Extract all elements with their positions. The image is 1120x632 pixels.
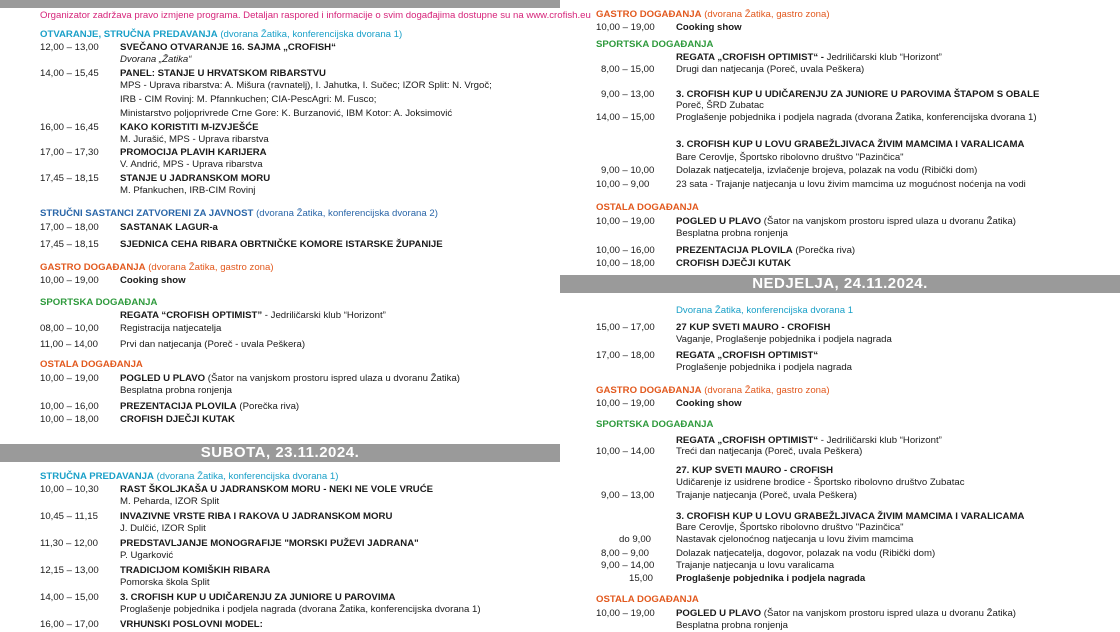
event-title: RAST ŠKOLJKAŠA U JADRANSKOM MORU - NEKI NE VOLE VRUĆE bbox=[120, 484, 434, 495]
section-lectures: STRUČNA PREDAVANJA (dvorana Žatika, konferencijska dvorana 1) bbox=[40, 471, 339, 482]
event-title: INVAZIVNE VRSTE RIBA I RAKOVA U JADRANSKOM MORU bbox=[120, 511, 393, 522]
event-time: 17,00 – 18,00 bbox=[596, 350, 655, 361]
event-time: 10,00 – 18,00 bbox=[40, 414, 99, 425]
event-time: 08,00 – 10,00 bbox=[40, 323, 99, 334]
event-time: 10,00 – 10,30 bbox=[40, 484, 99, 495]
section-closed-meetings: STRUČNI SASTANCI ZATVORENI ZA JAVNOST (dvorana Žatika, konferencijska dvorana 2) bbox=[40, 208, 438, 219]
event-time: 12,00 – 13,00 bbox=[40, 42, 99, 53]
event-sub: MPS - Uprava ribarstva: A. Mišura (ravnatelj), I. Jahutka, I. Sučec; IZOR Split: N. Vrgoč; bbox=[120, 80, 492, 91]
event-title: VRHUNSKI POSLOVNI MODEL: bbox=[120, 619, 263, 630]
event-time: 9,00 – 13,00 bbox=[601, 490, 655, 501]
event-title: 27. KUP SVETI MAURO - CROFISH bbox=[676, 465, 834, 476]
event-sub: Udičarenje iz usidrene brodice - Športsko ribolovno društvo Zubatac bbox=[676, 477, 965, 488]
event-title: 3. CROFISH KUP U UDIČARENJU ZA JUNIORE U PAROVIMA ŠTAPOM S OBALE bbox=[676, 89, 1040, 100]
section-sports: SPORTSKA DOGAĐANJA bbox=[596, 419, 714, 430]
event-title: Prvi dan natjecanja (Poreč - uvala Peškera) bbox=[120, 339, 306, 350]
event-title: PANEL: STANJE U HRVATSKOM RIBARSTVU bbox=[120, 68, 326, 79]
event-time: 10,00 – 18,00 bbox=[596, 258, 655, 269]
event-time: 10,00 – 16,00 bbox=[596, 245, 655, 256]
event-time: 9,00 – 10,00 bbox=[601, 165, 655, 176]
section-lectures-opening: OTVARANJE, STRUČNA PREDAVANJA (dvorana Žatika, konferencijska dvorana 1) bbox=[40, 29, 403, 40]
event-time: do 9,00 bbox=[619, 534, 652, 545]
event-sub: Besplatna probna ronjenja bbox=[676, 228, 789, 239]
event-time: 10,00 – 19,00 bbox=[596, 216, 655, 227]
event-title: 3. CROFISH KUP U LOVU GRABEŽLJIVACA ŽIVIM MAMCIMA I VARALICAMA bbox=[676, 511, 1025, 522]
event-time: 10,45 – 11,15 bbox=[40, 511, 98, 522]
event-title: PREZENTACIJA PLOVILA (Porečka riva) bbox=[676, 245, 856, 256]
event-title: Cooking show bbox=[676, 398, 742, 409]
event-sub: Trajanje natjecanja (Poreč, uvala Peškera) bbox=[676, 490, 857, 501]
event-time: 14,00 – 15,45 bbox=[40, 68, 99, 79]
event-time: 10,00 – 19,00 bbox=[596, 22, 655, 33]
event-time: 16,00 – 16,45 bbox=[40, 122, 99, 133]
event-sub: Pomorska škola Split bbox=[120, 577, 210, 588]
event-sub: Dvorana „Žatika“ bbox=[120, 54, 192, 65]
event-title: 23 sata - Trajanje natjecanja u lovu živim mamcima uz mogućnost noćenja na vodi bbox=[676, 179, 1026, 190]
event-time: 11,30 – 12,00 bbox=[40, 538, 98, 549]
event-time: 10,00 – 19,00 bbox=[40, 373, 99, 384]
venue-label: Dvorana Žatika, konferencijska dvorana 1 bbox=[676, 305, 854, 316]
event-time: 17,00 – 18,00 bbox=[40, 222, 99, 233]
section-sports: SPORTSKA DOGAĐANJA bbox=[40, 297, 158, 308]
section-gastro: GASTRO DOGAĐANJA (dvorana Žatika, gastro zona) bbox=[596, 9, 830, 20]
event-time: 17,00 – 17,30 bbox=[40, 147, 99, 158]
section-gastro: GASTRO DOGAĐANJA (dvorana Žatika, gastro zona) bbox=[596, 385, 830, 396]
section-other: OSTALA DOGAĐANJA bbox=[596, 202, 699, 213]
event-title: POGLED U PLAVO (Šator na vanjskom prostoru ispred ulaza u dvoranu Žatika) bbox=[676, 216, 1016, 227]
event-title: Cooking show bbox=[676, 22, 742, 33]
event-title: Dolazak natjecatelja, dogovor, polazak na vodu (Ribički dom) bbox=[676, 548, 936, 559]
event-title: REGATA „CROFISH OPTIMIST“ - Jedriličarski klub “Horizont” bbox=[676, 435, 942, 446]
event-title: REGATA „CROFISH OPTIMIST“ - Jedriličarski klub “Horizont” bbox=[676, 52, 942, 63]
event-time: 10,00 – 16,00 bbox=[40, 401, 99, 412]
event-time: 10,00 – 9,00 bbox=[596, 179, 650, 190]
event-sub: Drugi dan natjecanja (Poreč, uvala Peškera) bbox=[676, 64, 865, 75]
program-notice: Organizator zadržava pravo izmjene programa. Detaljan raspored i informacije o svim događajima dostupne su na www.crofish.eu bbox=[40, 10, 591, 21]
event-sub: V. Andrić, MPS - Uprava ribarstva bbox=[120, 159, 263, 170]
event-title: Trajanje natjecanja u lovu varalicama bbox=[676, 560, 835, 571]
friday-header-band bbox=[0, 0, 560, 8]
event-title: SVEČANO OTVARANJE 16. SAJMA „CROFISH“ bbox=[120, 42, 336, 53]
event-title: POGLED U PLAVO (Šator na vanjskom prostoru ispred ulaza u dvoranu Žatika) bbox=[120, 373, 460, 384]
event-sub: Vaganje, Proglašenje pobjednika i podjela nagrada bbox=[676, 334, 892, 345]
event-title: REGATA „CROFISH OPTIMIST“ bbox=[676, 350, 819, 361]
event-title: Proglašenje pobjednika i podjela nagrada (dvorana Žatika, konferencijska dvorana 1) bbox=[676, 112, 1037, 123]
event-title: POGLED U PLAVO (Šator na vanjskom prostoru ispred ulaza u dvoranu Žatika) bbox=[676, 608, 1016, 619]
event-sub: IRB - CIM Rovinj: M. Pfannkuchen; CIA-PescAgri: M. Fusco; bbox=[120, 94, 377, 105]
event-sub: Besplatna probna ronjenja bbox=[676, 620, 789, 631]
event-title: KAKO KORISTITI M-IZVJEŠĆE bbox=[120, 122, 259, 133]
event-sub: Besplatna probna ronjenja bbox=[120, 385, 233, 396]
event-sub: Treći dan natjecanja (Poreč, uvala Peškera) bbox=[676, 446, 863, 457]
event-time: 9,00 – 13,00 bbox=[601, 89, 655, 100]
event-sub: Bare Cerovlje, Športsko ribolovno društvo "Pazinčica" bbox=[676, 522, 904, 533]
event-sub: M. Pfankuchen, IRB-CIM Rovinj bbox=[120, 185, 256, 196]
event-time: 8,00 – 9,00 bbox=[601, 548, 650, 559]
event-time: 14,00 – 15,00 bbox=[596, 112, 655, 123]
event-title: 27 KUP SVETI MAURO - CROFISH bbox=[676, 322, 831, 333]
event-time: 15,00 bbox=[629, 573, 654, 584]
section-other: OSTALA DOGAĐANJA bbox=[40, 359, 143, 370]
event-sub: J. Dulčić, IZOR Split bbox=[120, 523, 206, 534]
saturday-header: SUBOTA, 23.11.2024. bbox=[0, 444, 560, 462]
event-title: REGATA “CROFISH OPTIMIST” - Jedriličarski klub “Horizont” bbox=[120, 310, 386, 321]
event-title: Proglašenje pobjednika i podjela nagrada bbox=[676, 573, 866, 584]
event-title: Dolazak natjecatelja, izvlačenje brojeva, polazak na vodu (Ribički dom) bbox=[676, 165, 978, 176]
event-title: 3. CROFISH KUP U LOVU GRABEŽLJIVACA ŽIVIM MAMCIMA I VARALICAMA bbox=[676, 139, 1025, 150]
event-time: 8,00 – 15,00 bbox=[601, 64, 655, 75]
event-time: 14,00 – 15,00 bbox=[40, 592, 99, 603]
event-title: TRADICIJOM KOMIŠKIH RIBARA bbox=[120, 565, 271, 576]
section-other: OSTALA DOGAĐANJA bbox=[596, 594, 699, 605]
event-sub: M. Jurašić, MPS - Uprava ribarstva bbox=[120, 134, 269, 145]
event-title: Registracija natjecatelja bbox=[120, 323, 222, 334]
event-title: 3. CROFISH KUP U UDIČARENJU ZA JUNIORE U PAROVIMA bbox=[120, 592, 396, 603]
event-time: 10,00 – 19,00 bbox=[596, 608, 655, 619]
event-sub: Ministarstvo poljoprivrede Crne Gore: K. Burzanović, IBM Kotor: A. Joksimović bbox=[120, 108, 453, 119]
event-title: PROMOCIJA PLAVIH KARIJERA bbox=[120, 147, 267, 158]
event-time: 17,45 – 18,15 bbox=[40, 173, 99, 184]
event-title: PREDSTAVLJANJE MONOGRAFIJE "MORSKI PUŽEVI JADRANA" bbox=[120, 538, 419, 549]
event-time: 10,00 – 14,00 bbox=[596, 446, 655, 457]
event-sub: Bare Cerovlje, Športsko ribolovno društvo "Pazinčica" bbox=[676, 152, 904, 163]
section-sports: SPORTSKA DOGAĐANJA bbox=[596, 39, 714, 50]
section-gastro: GASTRO DOGAĐANJA (dvorana Žatika, gastro zona) bbox=[40, 262, 274, 273]
event-time: 16,00 – 17,00 bbox=[40, 619, 99, 630]
event-title: Cooking show bbox=[120, 275, 186, 286]
event-title: CROFISH DJEČJI KUTAK bbox=[120, 414, 235, 425]
event-title: PREZENTACIJA PLOVILA (Porečka riva) bbox=[120, 401, 300, 412]
event-title: CROFISH DJEČJI KUTAK bbox=[676, 258, 791, 269]
event-time: 9,00 – 14,00 bbox=[601, 560, 655, 571]
event-title: SJEDNICA CEHA RIBARA OBRTNIČKE KOMORE ISTARSKE ŽUPANIJE bbox=[120, 239, 443, 250]
event-sub: M. Peharda, IZOR Split bbox=[120, 496, 220, 507]
event-title: STANJE U JADRANSKOM MORU bbox=[120, 173, 271, 184]
event-sub: Proglašenje pobjednika i podjela nagrada (dvorana Žatika, konferencijska dvorana 1) bbox=[120, 604, 481, 615]
event-sub: P. Ugarković bbox=[120, 550, 174, 561]
event-time: 17,45 – 18,15 bbox=[40, 239, 99, 250]
event-sub: Poreč, ŠRD Zubatac bbox=[676, 100, 764, 111]
event-time: 15,00 – 17,00 bbox=[596, 322, 655, 333]
event-time: 10,00 – 19,00 bbox=[40, 275, 99, 286]
event-sub: Proglašenje pobjednika i podjela nagrada bbox=[676, 362, 853, 373]
event-title: Nastavak cjelonoćnog natjecanja u lovu živim mamcima bbox=[676, 534, 914, 545]
event-time: 12,15 – 13,00 bbox=[40, 565, 99, 576]
event-time: 11,00 – 14,00 bbox=[40, 339, 98, 350]
sunday-header: NEDJELJA, 24.11.2024. bbox=[560, 275, 1120, 293]
event-title: SASTANAK LAGUR-a bbox=[120, 222, 218, 233]
event-time: 10,00 – 19,00 bbox=[596, 398, 655, 409]
